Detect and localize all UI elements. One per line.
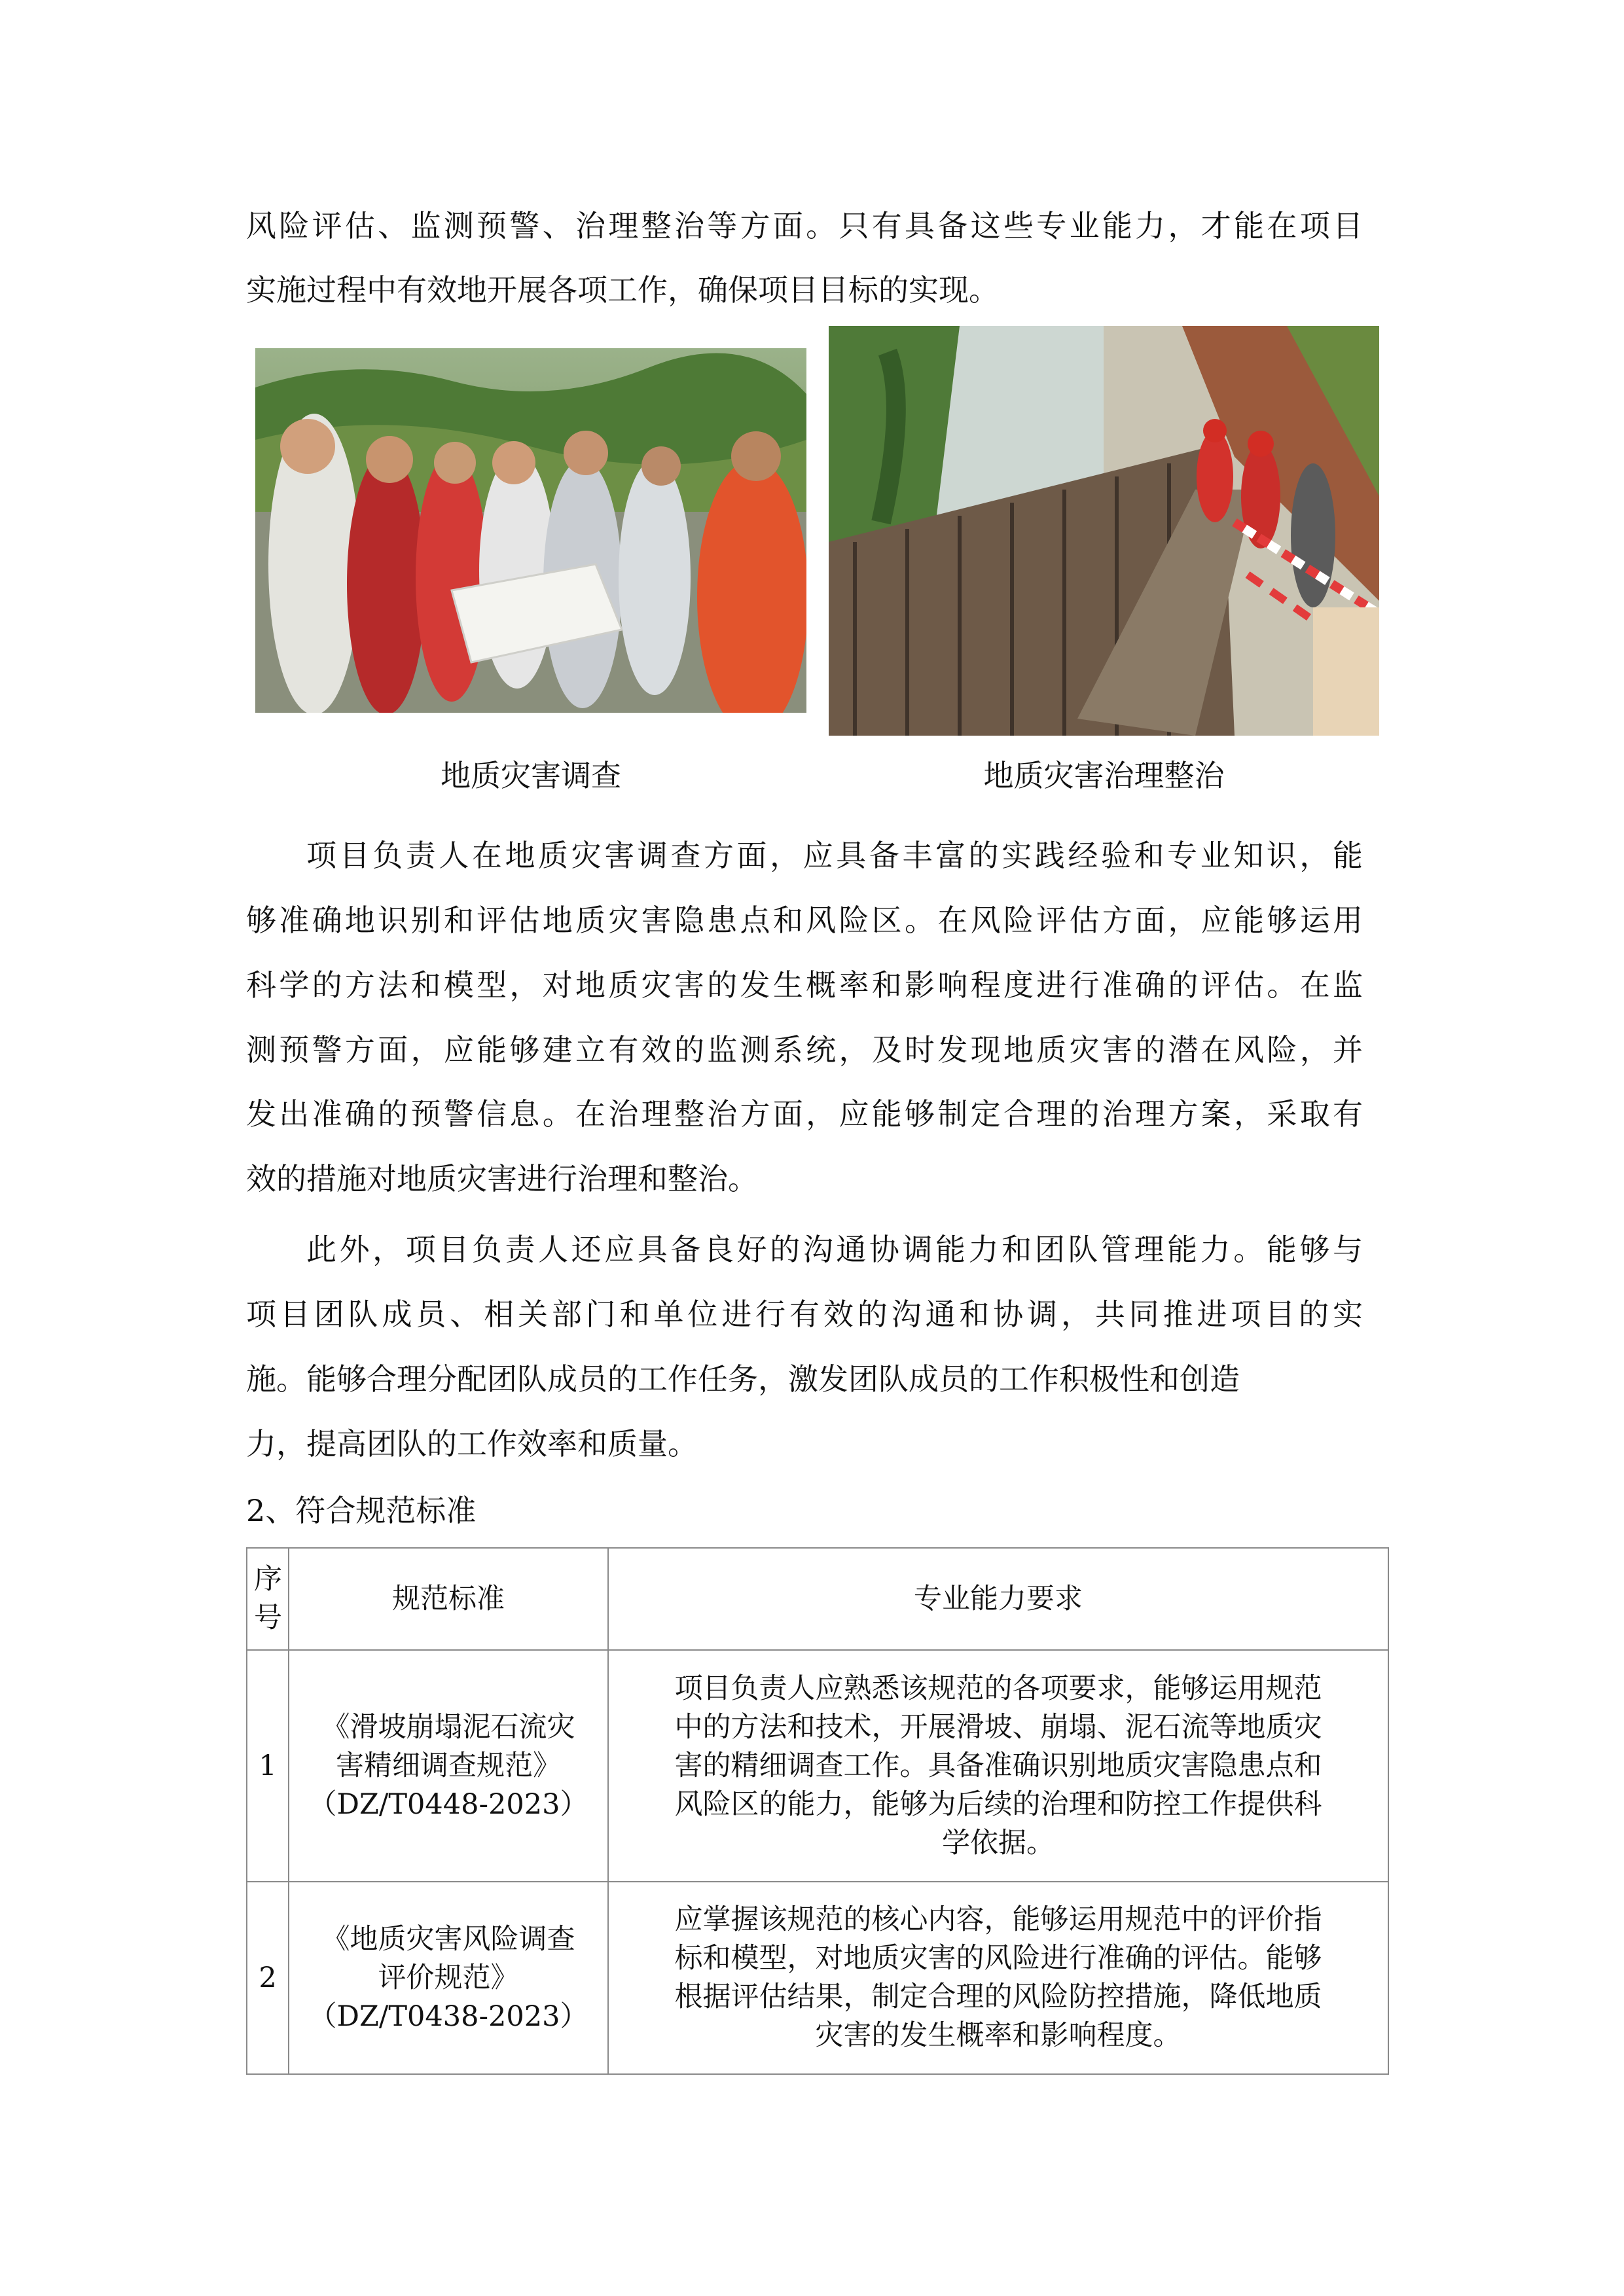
standard-line: （DZ/T0448-2023） xyxy=(308,1787,588,1821)
row-number: 1 xyxy=(247,1650,289,1882)
standard-line: （DZ/T0438-2023） xyxy=(308,2000,588,2033)
standards-table xyxy=(246,1547,1389,2075)
paragraph-line: 此外，项目负责人还应具备良好的沟通协调能力和团队管理能力。能够与 xyxy=(306,1232,1363,1267)
requirement-line: 根据评估结果，制定合理的风险防控措施，降低地质 xyxy=(674,1981,1322,2013)
standard-line: 害精细调查规范》 xyxy=(336,1749,561,1782)
figure-caption: 地质灾害调查 xyxy=(441,758,621,793)
paragraph-line: 项目团队成员、相关部门和单位进行有效的沟通和协调，共同推进项目的实 xyxy=(246,1297,1363,1332)
header-number xyxy=(247,1548,289,1650)
figure-caption: 地质灾害治理整治 xyxy=(983,758,1225,793)
paragraph-line: 力，提高团队的工作效率和质量。 xyxy=(246,1426,698,1462)
row-requirement xyxy=(608,1882,1388,2074)
requirement-line: 标和模型，对地质灾害的风险进行准确的评估。能够 xyxy=(674,1942,1322,1975)
paragraph-line: 项目负责人在地质灾害调查方面，应具备丰富的实践经验和专业知识，能 xyxy=(306,838,1363,873)
requirement-line: 项目负责人应熟悉该规范的各项要求，能够运用规范 xyxy=(674,1672,1322,1705)
requirement-line: 学依据。 xyxy=(942,1826,1055,1859)
header-requirement: 专业能力要求 xyxy=(608,1548,1388,1650)
header-standard: 规范标准 xyxy=(289,1548,608,1650)
paragraph-line: 施。能够合理分配团队成员的工作任务，激发团队成员的工作积极性和创造 xyxy=(246,1361,1240,1397)
requirement-line: 风险区的能力，能够为后续的治理和防控工作提供科 xyxy=(674,1787,1322,1821)
standard-line: 《地质灾害风险调查 xyxy=(321,1922,575,1956)
requirement-line: 应掌握该规范的核心内容，能够运用规范中的评价指 xyxy=(674,1903,1322,1936)
requirement-line: 灾害的发生概率和影响程度。 xyxy=(815,2019,1182,2052)
paragraph-line: 科学的方法和模型，对地质灾害的发生概率和影响程度进行准确的评估。在监 xyxy=(246,967,1363,1003)
requirement-line: 害的精细调查工作。具备准确识别地质灾害隐患点和 xyxy=(674,1749,1322,1782)
standard-line: 评价规范》 xyxy=(378,1961,519,1994)
paragraph-line: 效的措施对地质灾害进行治理和整治。 xyxy=(246,1161,758,1196)
paragraph-line: 发出准确的预警信息。在治理整治方面，应能够制定合理的治理方案，采取有 xyxy=(246,1096,1363,1132)
survey-photo xyxy=(255,348,806,713)
header-number-line: 序 xyxy=(254,1563,282,1596)
table-header-row xyxy=(247,1548,1388,1650)
intro-line: 实施过程中有效地开展各项工作，确保项目目标的实现。 xyxy=(246,272,999,308)
remediation-photo xyxy=(829,326,1379,736)
row-standard xyxy=(289,1650,608,1882)
intro-line: 风险评估、监测预警、治理整治等方面。只有具备这些专业能力，才能在项目 xyxy=(246,208,1363,243)
table-row xyxy=(247,1650,1388,1882)
paragraph-line: 够准确地识别和评估地质灾害隐患点和风险区。在风险评估方面，应能够运用 xyxy=(246,903,1363,938)
section-heading: 2、符合规范标准 xyxy=(246,1493,477,1528)
table-row xyxy=(247,1882,1388,2074)
standard-line: 《滑坡崩塌泥石流灾 xyxy=(321,1710,575,1744)
row-requirement xyxy=(608,1650,1388,1882)
row-number: 2 xyxy=(247,1882,289,2074)
row-standard xyxy=(289,1882,608,2074)
paragraph-line: 测预警方面，应能够建立有效的监测系统，及时发现地质灾害的潜在风险，并 xyxy=(246,1032,1363,1067)
header-number-line: 号 xyxy=(254,1602,282,1634)
requirement-line: 中的方法和技术，开展滑坡、崩塌、泥石流等地质灾 xyxy=(674,1710,1322,1744)
